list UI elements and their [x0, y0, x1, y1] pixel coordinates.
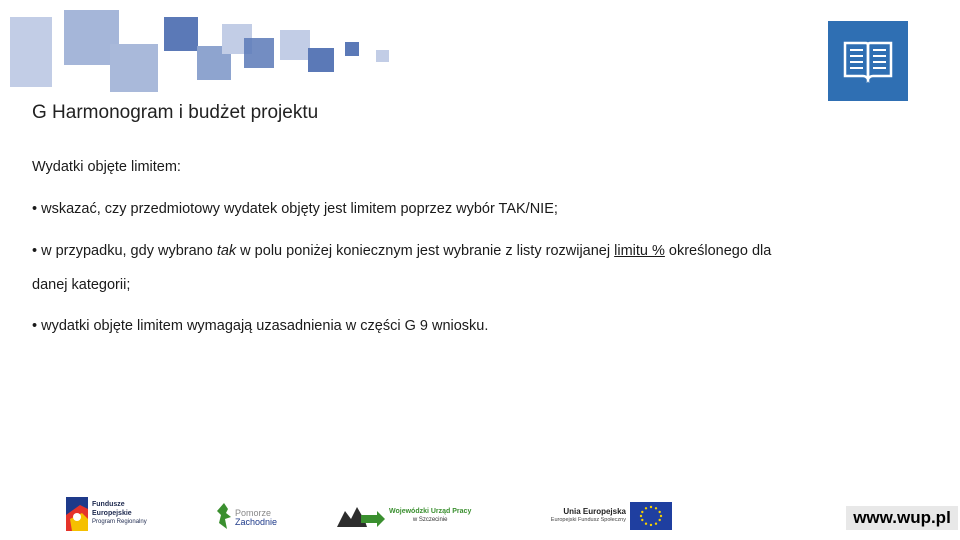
- page-title: G Harmonogram i budżet projektu: [32, 102, 319, 123]
- decor-square: [280, 30, 310, 60]
- decor-square: [244, 38, 274, 68]
- logo-text: Europejski Fundusz Społeczny: [550, 517, 626, 523]
- logo-text: Unia Europejska: [563, 507, 626, 516]
- fe-logo: [66, 495, 166, 535]
- bullet-text: • w przypadku, gdy wybrano: [32, 243, 217, 259]
- wup-logo: [337, 495, 482, 535]
- decor-square: [308, 48, 334, 72]
- logo-text: Pomorze: [235, 508, 272, 518]
- wup-mark-icon: [337, 503, 385, 529]
- footer-logos: [0, 495, 960, 540]
- pomorze-logo: [215, 495, 285, 535]
- website-url[interactable]: www.wup.pl: [846, 506, 958, 530]
- logo-text: Zachodnie: [235, 517, 278, 527]
- eu-flag-icon: [630, 502, 672, 530]
- decor-square: [110, 44, 158, 92]
- bullet-item: • wydatki objęte limitem wymagają uzasadnienia w części G 9 wniosku.: [32, 318, 489, 334]
- bullet-italic-text: tak: [216, 243, 237, 259]
- logo-text: Fundusze: [92, 501, 125, 508]
- limit-percent-text: limitu %: [614, 243, 665, 259]
- logo-text: Program Regionalny: [92, 519, 147, 525]
- open-book-icon: [842, 37, 894, 83]
- logo-text: Wojewódzki Urząd Pracy: [389, 508, 472, 515]
- griffin-icon: [215, 503, 233, 529]
- decor-square: [345, 42, 359, 56]
- fe-flag-icon: [66, 497, 88, 531]
- eu-logo: [540, 495, 675, 535]
- bullet-text: określonego dla: [664, 243, 772, 259]
- bullet-item: • wskazać, czy przedmiotowy wydatek objęty jest limitem poprzez wybór TAK/NIE;: [32, 201, 558, 217]
- bullet-continuation: danej kategorii;: [32, 277, 131, 293]
- section-heading: Wydatki objęte limitem:: [32, 159, 181, 175]
- decor-square: [376, 50, 389, 62]
- book-tile: [828, 21, 908, 101]
- bullet-text: w polu poniżej koniecznym jest wybranie z listy rozwijanej: [236, 243, 615, 259]
- logo-text: Europejskie: [92, 509, 132, 517]
- decor-square: [164, 17, 198, 51]
- bullet-item: [32, 243, 771, 259]
- decor-square: [10, 17, 52, 87]
- logo-text: w Szczecinie: [412, 517, 448, 523]
